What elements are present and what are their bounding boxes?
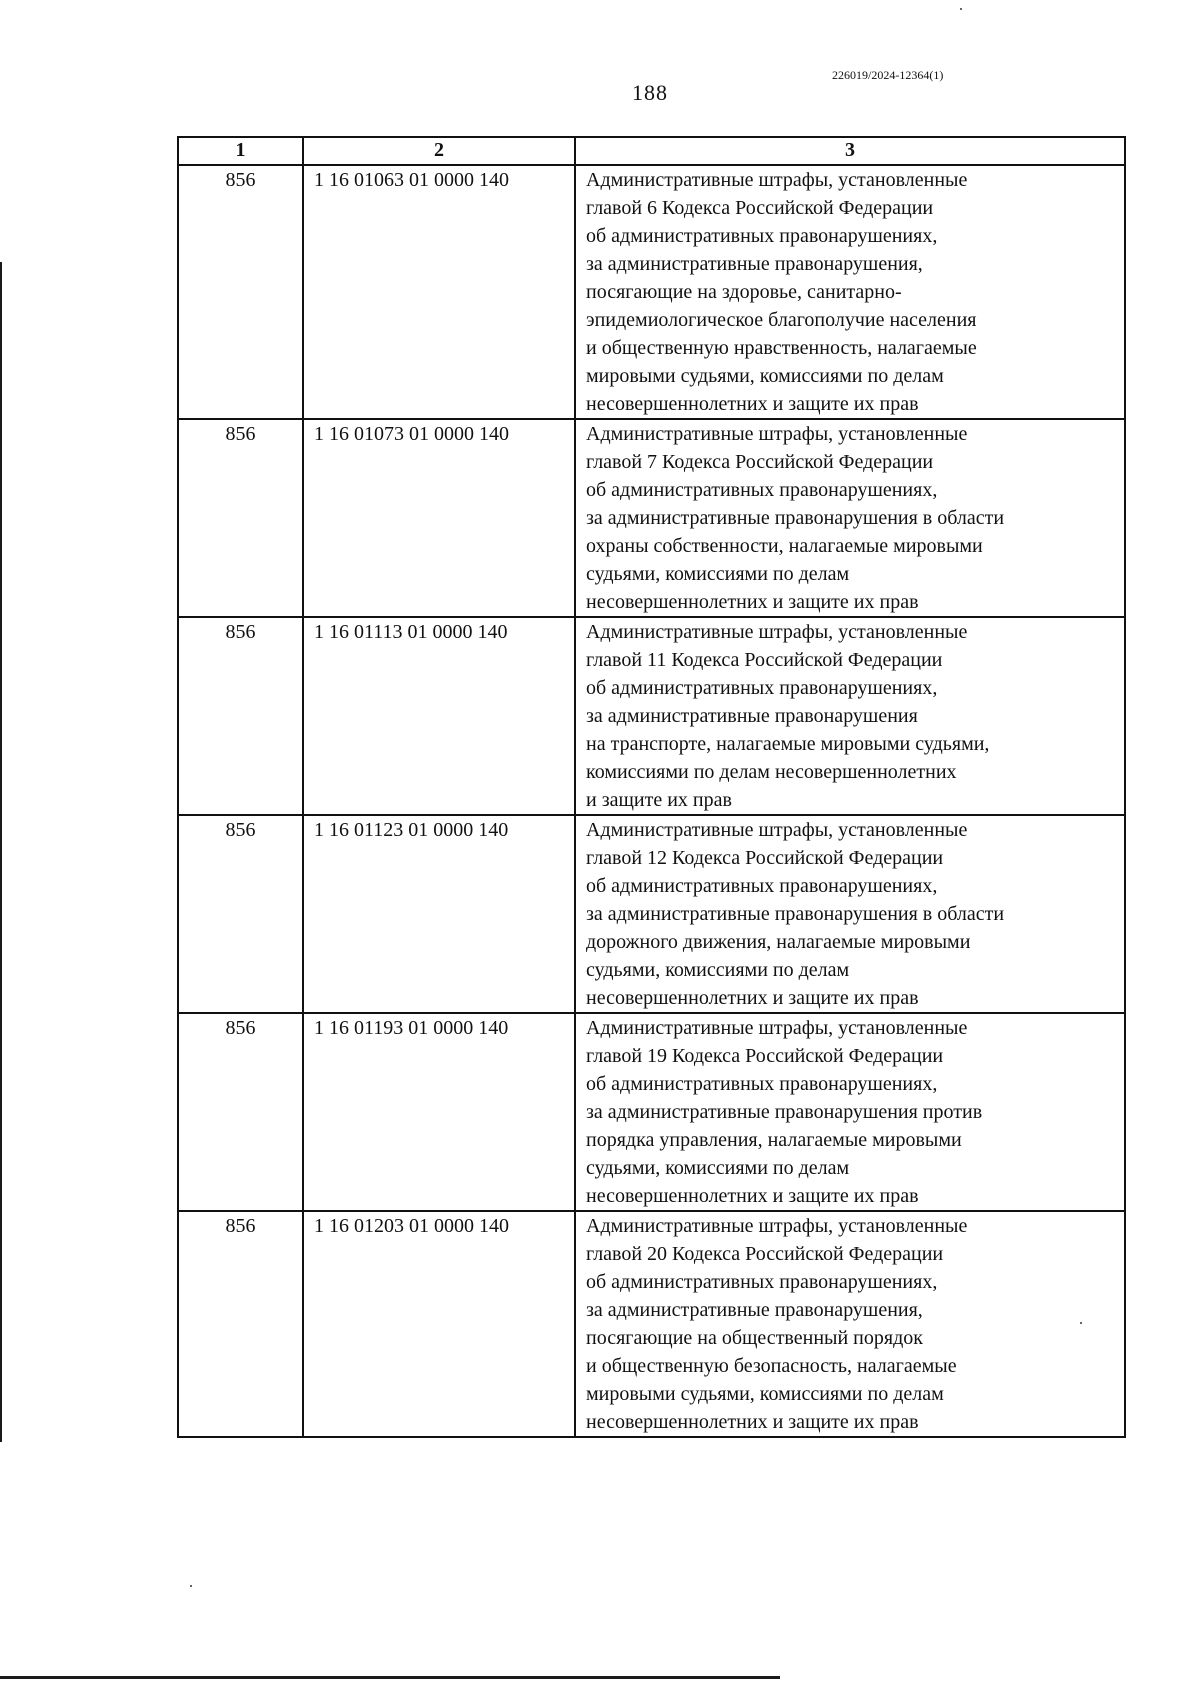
description-line: несовершеннолетних и защите их прав	[586, 1411, 919, 1433]
description-line: главой 20 Кодекса Российской Федерации	[586, 1243, 944, 1265]
admin-code-cell: 856	[178, 419, 303, 617]
description-line: главой 19 Кодекса Российской Федерации	[586, 1045, 944, 1067]
description-line: посягающие на здоровье, санитарно-	[586, 281, 902, 303]
kbk-code-cell: 1 16 01073 01 0000 140	[303, 419, 575, 617]
scan-speck	[190, 1585, 192, 1587]
description-cell	[575, 617, 1125, 815]
scan-left-edge	[0, 262, 2, 1442]
description-line: и общественную безопасность, налагаемые	[586, 1355, 957, 1377]
admin-code-cell: 856	[178, 1211, 303, 1437]
description-line: несовершеннолетних и защите их прав	[586, 1185, 919, 1207]
table-row	[178, 165, 1125, 419]
table-row	[178, 1013, 1125, 1211]
description-line: посягающие на общественный порядок	[586, 1327, 923, 1349]
admin-code-cell: 856	[178, 617, 303, 815]
description-line: несовершеннолетних и защите их прав	[586, 393, 919, 415]
description-line: охраны собственности, налагаемые мировыми	[586, 535, 983, 557]
description-line: главой 12 Кодекса Российской Федерации	[586, 847, 944, 869]
table-header-row	[178, 137, 1125, 165]
description-line: и общественную нравственность, налагаемые	[586, 337, 977, 359]
table-row	[178, 419, 1125, 617]
description-line: главой 7 Кодекса Российской Федерации	[586, 451, 934, 473]
description-cell	[575, 815, 1125, 1013]
description-line: за административные правонарушения,	[586, 1299, 923, 1321]
document-id: 226019/2024-12364(1)	[832, 68, 944, 82]
admin-code-cell: 856	[178, 165, 303, 419]
admin-code-cell: 856	[178, 1013, 303, 1211]
description-line: Административные штрафы, установленные	[586, 169, 968, 191]
kbk-code-cell: 1 16 01123 01 0000 140	[303, 815, 575, 1013]
description-line: за административные правонарушения,	[586, 253, 923, 275]
column-header-1: 1	[178, 137, 303, 165]
scan-bottom-edge	[0, 1676, 780, 1679]
description-line: Административные штрафы, установленные	[586, 1215, 968, 1237]
table-row	[178, 1211, 1125, 1437]
description-line: об административных правонарушениях,	[586, 875, 938, 897]
description-line: Административные штрафы, установленные	[586, 423, 968, 445]
description-line: об административных правонарушениях,	[586, 1073, 938, 1095]
kbk-code-cell: 1 16 01063 01 0000 140	[303, 165, 575, 419]
table-body	[178, 165, 1125, 1437]
description-line: дорожного движения, налагаемые мировыми	[586, 931, 971, 953]
description-line: Административные штрафы, установленные	[586, 819, 968, 841]
description-cell	[575, 419, 1125, 617]
description-line: судьями, комиссиями по делам	[586, 563, 850, 585]
column-header-3: 3	[575, 137, 1125, 165]
description-line: главой 11 Кодекса Российской Федерации	[586, 649, 943, 671]
description-line: мировыми судьями, комиссиями по делам	[586, 1383, 944, 1405]
description-line: за административные правонарушения в области	[586, 903, 1005, 925]
description-line: на транспорте, налагаемые мировыми судьями,	[586, 733, 990, 755]
description-cell	[575, 1211, 1125, 1437]
description-line: порядка управления, налагаемые мировыми	[586, 1129, 962, 1151]
description-line: за административные правонарушения	[586, 705, 918, 727]
description-line: судьями, комиссиями по делам	[586, 959, 850, 981]
scan-speck	[960, 8, 962, 10]
description-line: об административных правонарушениях,	[586, 225, 938, 247]
description-line: об административных правонарушениях,	[586, 479, 938, 501]
description-line: об административных правонарушениях,	[586, 677, 938, 699]
description-line: главой 6 Кодекса Российской Федерации	[586, 197, 934, 219]
description-line: Административные штрафы, установленные	[586, 1017, 968, 1039]
table-row	[178, 617, 1125, 815]
kbk-code-cell: 1 16 01203 01 0000 140	[303, 1211, 575, 1437]
admin-code-cell: 856	[178, 815, 303, 1013]
table-row	[178, 815, 1125, 1013]
description-line: и защите их прав	[586, 789, 732, 811]
description-cell	[575, 1013, 1125, 1211]
description-line: за административные правонарушения в области	[586, 507, 1005, 529]
description-line: несовершеннолетних и защите их прав	[586, 987, 919, 1009]
description-line: комиссиями по делам несовершеннолетних	[586, 761, 957, 783]
kbk-code-cell: 1 16 01113 01 0000 140	[303, 617, 575, 815]
fines-table	[177, 136, 1126, 1438]
page-number: 188	[632, 80, 668, 105]
kbk-code-cell: 1 16 01193 01 0000 140	[303, 1013, 575, 1211]
description-line: мировыми судьями, комиссиями по делам	[586, 365, 944, 387]
description-cell	[575, 165, 1125, 419]
description-line: судьями, комиссиями по делам	[586, 1157, 850, 1179]
description-line: об административных правонарушениях,	[586, 1271, 938, 1293]
description-line: за административные правонарушения против	[586, 1101, 983, 1123]
description-line: несовершеннолетних и защите их прав	[586, 591, 919, 613]
column-header-2: 2	[303, 137, 575, 165]
description-line: эпидемиологическое благополучие населения	[586, 309, 977, 331]
description-line: Административные штрафы, установленные	[586, 621, 968, 643]
